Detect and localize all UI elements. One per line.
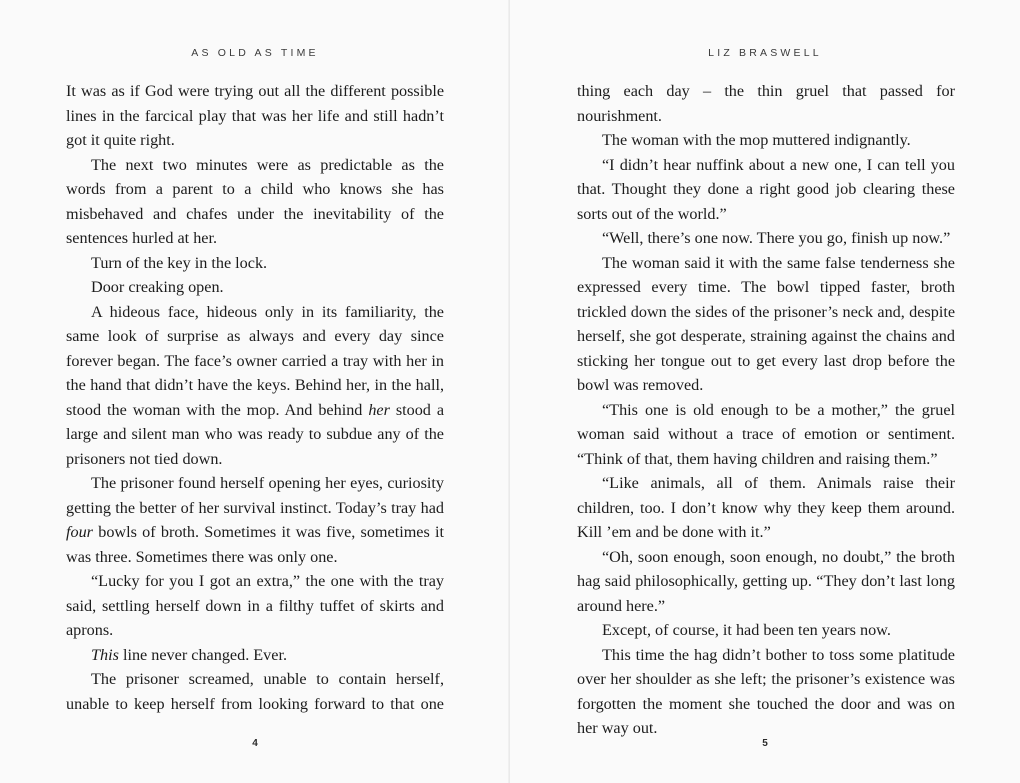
paragraph: Except, of course, it had been ten years now. [602,621,891,639]
paragraph: thing each day – the thin gruel that passed for nourishment. [577,82,955,125]
paragraph: A hideous face, hideous only in its familiarity, the same look of surprise as always and every day since forever began. The face’s owner carried a tray with her in the hand that didn’t have the keys. Behind her, in the hall, stood the woman with the mop. And behind her stood a large and silent man who was ready to subdue any of the prisoners not tied down. [66,302,444,468]
paragraph: “Lucky for you I got an extra,” the one with the tray said, settling herself down in a filthy tuffet of skirts and aprons. [66,572,444,639]
paragraph: “Oh, soon enough, soon enough, no doubt,” the broth hag said philosophically, getting up. “They don’t last long around here.” [577,547,955,615]
paragraph: “Like animals, all of them. Animals raise their children, too. I don’t know why they keep them around. Kill ’em and be done with it.” [577,474,955,541]
italic-emphasis: This [91,645,119,664]
page-number: 5 [762,738,768,749]
paragraph: This time the hag didn’t bother to toss some platitude over her shoulder as she left; the prisoner’s existence was forgotten the moment she touched the door and was on her way out. [577,645,955,737]
paragraph: Door creaking open. [91,278,224,296]
paragraph: The prisoner screamed, unable to contain herself, unable to keep herself from looking forward to that one [66,670,444,713]
paragraph: The woman with the mop muttered indignantly. [602,131,911,149]
paragraph: The prisoner found herself opening her eyes, curiosity getting the better of her survival instinct. Today’s tray had four bowls of broth. Sometimes it was five, sometimes it was three. Sometimes there was only one. [66,474,444,566]
page-number: 4 [252,738,258,749]
right-page-text [577,79,955,741]
right-page [510,0,1020,783]
running-head-title: AS OLD AS TIME [191,47,319,59]
paragraph: It was as if God were trying out all the different possible lines in the farcical play that was her life and still hadn’t got it quite right. [66,82,444,149]
paragraph: “I didn’t hear nuffink about a new one, I can tell you that. Thought they done a right good job clearing these sorts out of the world.” [577,155,955,223]
paragraph: Turn of the key in the lock. [91,253,268,272]
paragraph: “This one is old enough to be a mother,” the gruel woman said without a trace of emotion or sentiment. “Think of that, them having children and raising them.” [577,400,955,468]
paragraph: “Well, there’s one now. There you go, finish up now.” [602,229,951,247]
paragraph: The woman said it with the same false tenderness she expressed every time. The bowl tipped faster, broth trickled down the sides of the prisoner’s neck and, despite herself, she got desperate, straining against the chains and sticking her tongue out to get every last drop before the bowl was removed. [577,253,955,394]
paragraph: This line never changed. Ever. [91,645,288,664]
paragraph: The next two minutes were as predictable as the words from a parent to a child who knows she has misbehaved and chafes under the inevitability of the sentences hurled at her. [66,155,444,247]
italic-emphasis: four [66,523,93,541]
left-page-text [66,79,444,716]
running-head-author: LIZ BRASWELL [708,47,822,59]
italic-emphasis: her [368,400,390,419]
